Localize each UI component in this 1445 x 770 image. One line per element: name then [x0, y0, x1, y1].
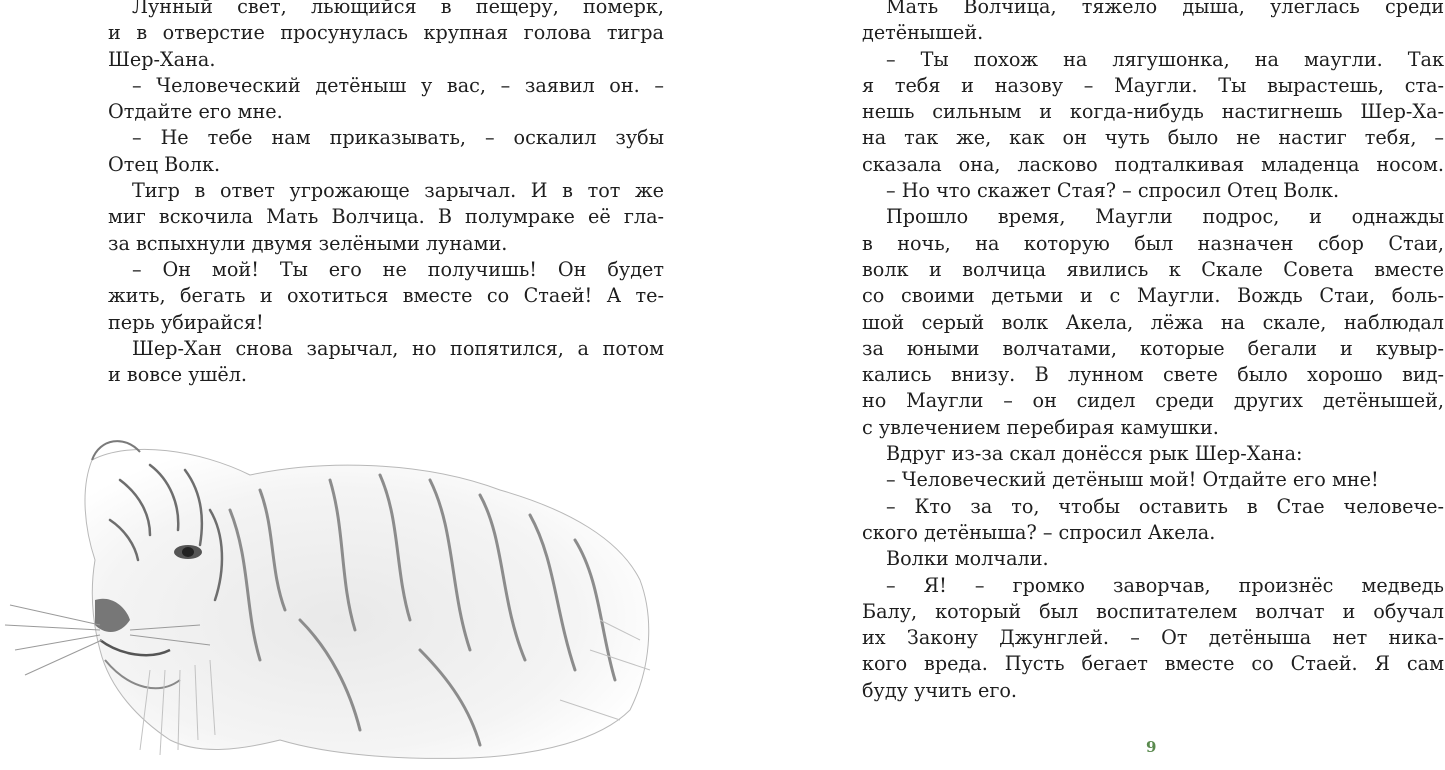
text-line: со своими детьми и с Маугли. Вождь Стаи, боль- [862, 284, 1444, 308]
text-line: миг вскочила Мать Волчица. В полумраке её гла- [108, 205, 664, 229]
text-line: кого вреда. Пусть бегает вместе со Стаей. Я сам [862, 652, 1444, 676]
left-page [0, 0, 722, 770]
text-line: – Человеческий детёныш мой! Отдайте его мне! [886, 468, 1379, 492]
text-line: – Он мой! Ты его не получишь! Он будет [132, 257, 664, 281]
right-page [722, 0, 1445, 770]
text-line: Шер-Хан снова зарычал, но попятился, а потом [132, 336, 664, 360]
page-number: 9 [1146, 738, 1157, 756]
text-line: Мать Волчица, тяжело дыша, улеглась среди [886, 0, 1444, 18]
text-line: нешь сильным и когда-нибудь настигнешь Шер-Ха- [862, 100, 1444, 124]
left-page-text [108, 0, 664, 388]
text-line: и в отверстие просунулась крупная голова тигра [108, 21, 664, 45]
text-line: буду учить его. [862, 678, 1018, 702]
text-line: волк и волчица явились к Скале Совета вместе [862, 257, 1444, 281]
text-line: за вспыхнули двумя зелёными лунами. [108, 231, 508, 255]
text-line: шой серый волк Акела, лёжа на скале, наблюдал [862, 310, 1444, 334]
text-line: в ночь, на которую был назначен сбор Стаи, [862, 231, 1444, 255]
text-line: но Маугли – он сидел среди других детёнышей, [862, 389, 1444, 413]
text-line: детёнышей. [862, 21, 984, 45]
text-line: перь убирайся! [108, 310, 264, 334]
text-line: – Кто за то, чтобы оставить в Стае человече- [886, 494, 1444, 518]
text-line: – Ты похож на лягушонка, на маугли. Так [886, 47, 1444, 71]
text-line: с увлечением перебирая камушки. [862, 415, 1219, 439]
text-line: кались внизу. В лунном свете было хорошо вид- [862, 363, 1444, 387]
right-page-text [862, 0, 1444, 704]
text-line: за юными волчатами, которые бегали и кувыр- [862, 336, 1444, 360]
text-line: я тебя и назову – Маугли. Ты вырастешь, ста- [862, 73, 1444, 97]
text-line: Волки молчали. [886, 547, 1049, 571]
text-line: – Не тебе нам приказывать, – оскалил зубы [132, 126, 664, 150]
text-line: Отдайте его мне. [108, 100, 283, 124]
text-line: Тигр в ответ угрожающе зарычал. И в тот же [132, 179, 664, 203]
text-line: – Я! – громко заворчав, произнёс медведь [886, 573, 1444, 597]
text-line: жить, бегать и охотиться вместе со Стаей! А те- [108, 284, 664, 308]
text-line: Шер-Хана. [108, 47, 216, 71]
text-line: Вдруг из-за скал донёсся рык Шер-Хана: [886, 442, 1303, 466]
text-line: Балу, который был воспитателем волчат и обучал [862, 599, 1444, 623]
text-line: их Закону Джунглей. – От детёныша нет ника- [862, 626, 1444, 650]
text-line: Отец Волк. [108, 152, 221, 176]
text-line: – Человеческий детёныш у вас, – заявил он. – [132, 73, 664, 97]
text-line: на так же, как он чуть было не настиг тебя, – [862, 126, 1444, 150]
text-line: Прошло время, Маугли подрос, и однажды [886, 205, 1444, 229]
text-line: ского детёныша? – спросил Акела. [862, 520, 1216, 544]
text-line: и вовсе ушёл. [108, 363, 248, 387]
text-line: сказала она, ласково подталкивая младенца носом. [862, 152, 1444, 176]
text-line: – Но что скажет Стая? – спросил Отец Волк. [886, 179, 1340, 203]
tiger-sketch-icon [0, 420, 680, 765]
text-line: Лунный свет, льющийся в пещеру, померк, [132, 0, 664, 18]
